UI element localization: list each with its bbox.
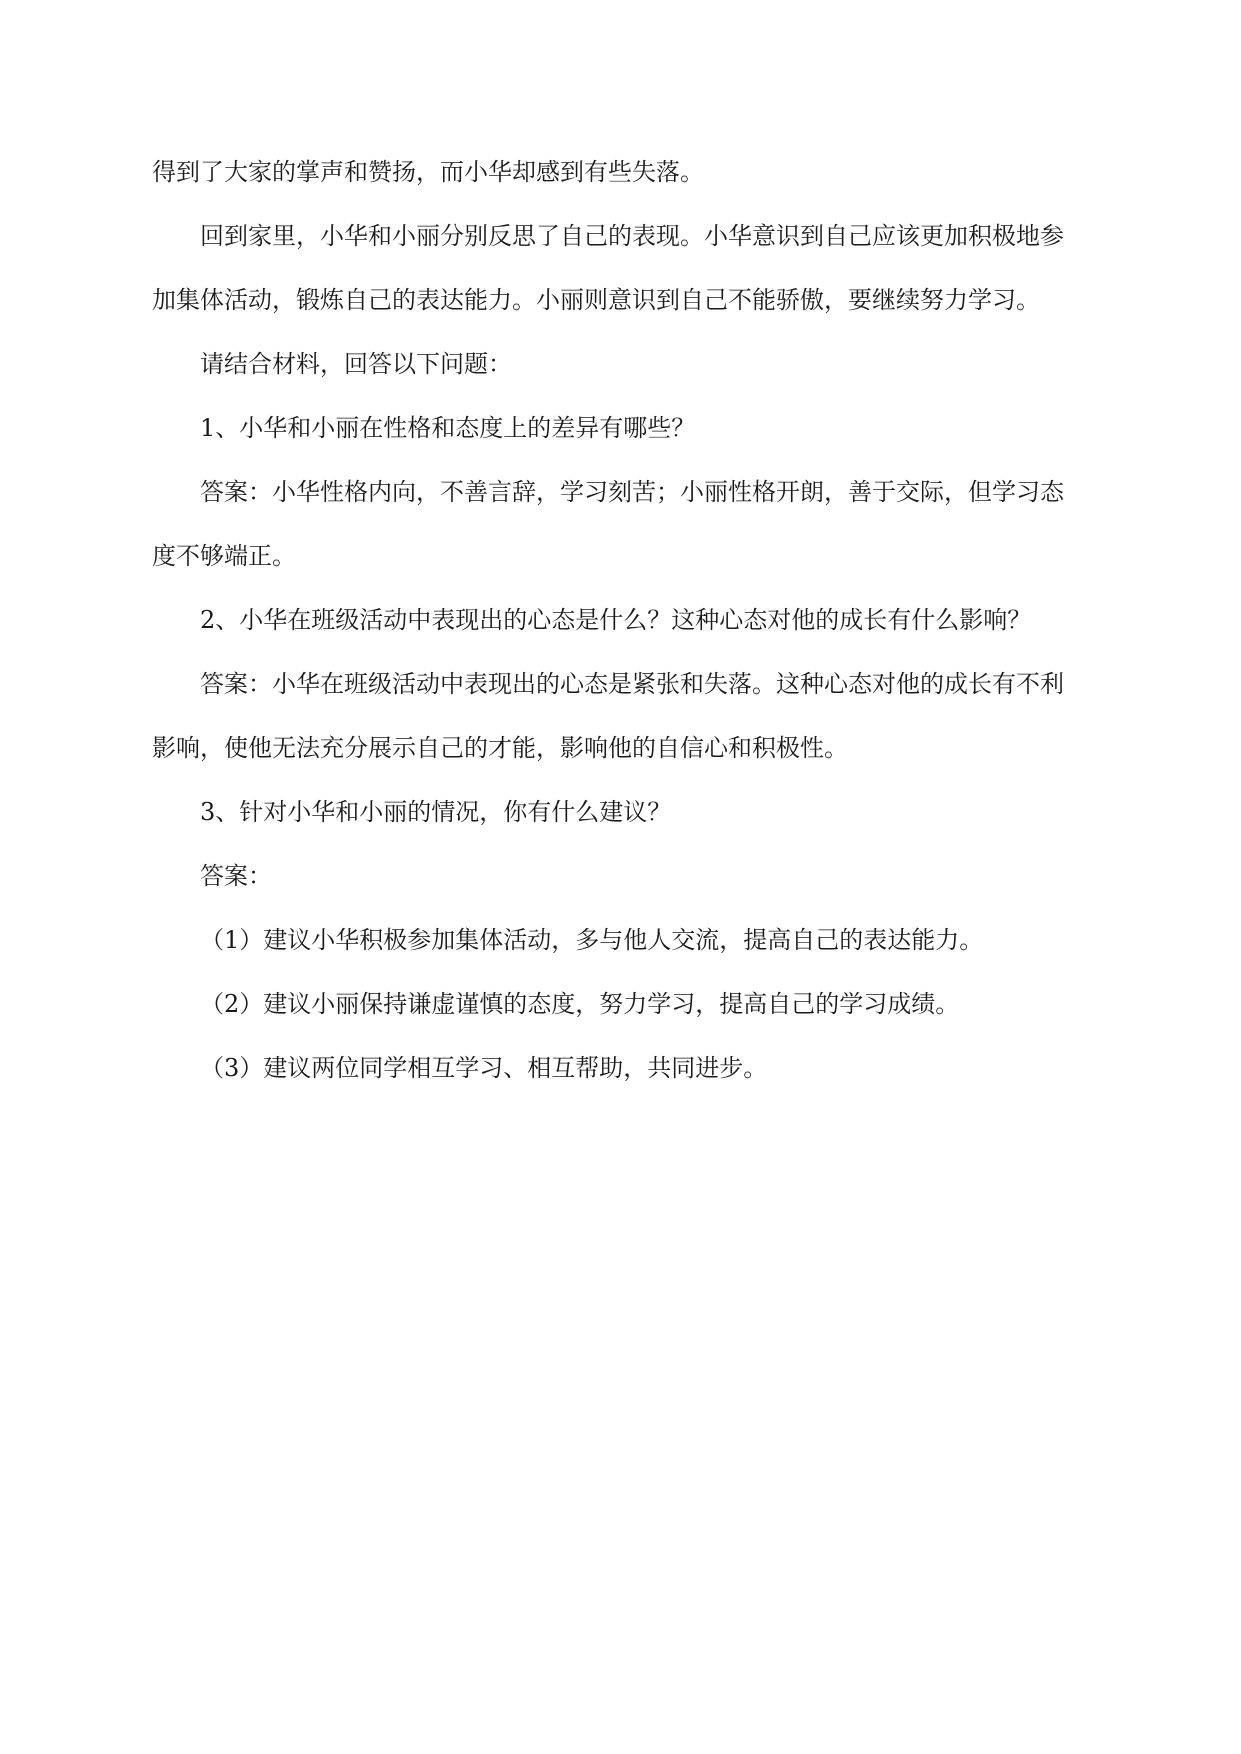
question-3: 3、针对小华和小丽的情况，你有什么建议？	[200, 798, 672, 826]
answer-2: 答案：小华在班级活动中表现出的心态是紧张和失落。这种心态对他的成长有不利	[200, 670, 1064, 698]
suggestion-1: （1）建议小华积极参加集体活动，多与他人交流，提高自己的表达能力。	[200, 926, 984, 954]
answer-3-label: 答案：	[200, 862, 272, 890]
paragraph-line: 得到了大家的掌声和赞扬，而小华却感到有些失落。	[152, 158, 704, 186]
question-1: 1、小华和小丽在性格和态度上的差异有哪些？	[200, 414, 696, 442]
paragraph-line: 请结合材料，回答以下问题：	[200, 350, 512, 378]
paragraph-line: 加集体活动，锻炼自己的表达能力。小丽则意识到自己不能骄傲，要继续努力学习。	[152, 286, 1040, 314]
answer-2-continued: 影响，使他无法充分展示自己的才能，影响他的自信心和积极性。	[152, 734, 848, 762]
suggestion-2: （2）建议小丽保持谦虚谨慎的态度，努力学习，提高自己的学习成绩。	[200, 990, 960, 1018]
suggestion-3: （3）建议两位同学相互学习、相互帮助，共同进步。	[200, 1054, 768, 1082]
answer-1-continued: 度不够端正。	[152, 542, 296, 570]
question-2: 2、小华在班级活动中表现出的心态是什么？这种心态对他的成长有什么影响？	[200, 606, 1032, 634]
answer-1: 答案：小华性格内向，不善言辞，学习刻苦；小丽性格开朗，善于交际，但学习态	[200, 478, 1064, 506]
paragraph-line: 回到家里，小华和小丽分别反思了自己的表现。小华意识到自己应该更加积极地参	[200, 222, 1064, 250]
document-body	[152, 140, 1092, 1100]
